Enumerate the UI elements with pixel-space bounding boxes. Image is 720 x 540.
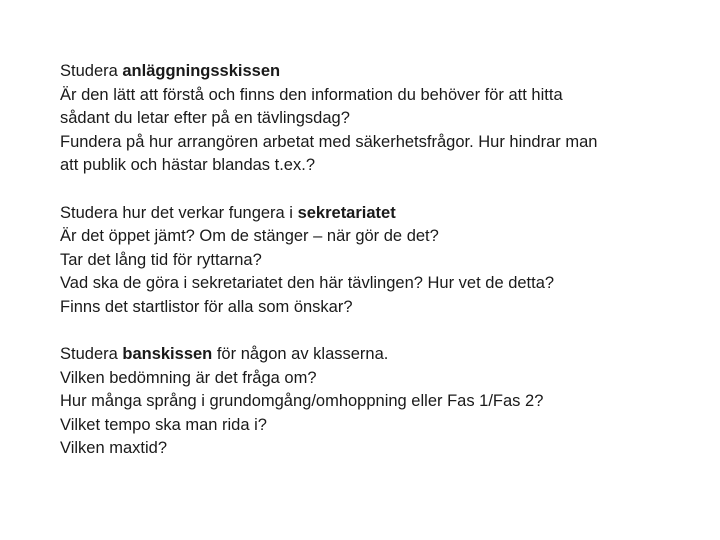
section-banskiss (60, 343, 680, 461)
heading-keyword: banskissen (122, 345, 213, 363)
text-line: Hur många språng i grundomgång/omhoppning eller Fas 1/Fas 2? (60, 392, 544, 410)
text-line: Vilken bedömning är det fråga om? (60, 368, 317, 387)
section-heading (60, 202, 680, 226)
text-line: Vilken maxtid? (60, 439, 168, 457)
heading-keyword: sekretariatet (297, 203, 396, 222)
text-line: Finns det startlistor för alla som önskar? (60, 297, 353, 316)
section-heading (60, 343, 680, 367)
section-sekretariat (60, 202, 680, 320)
text-line: Är det öppet jämt? Om de stänger – när gör de det? (60, 227, 439, 245)
text-line: Vad ska de göra i sekretariatet den här tävlingen? Hur vet de detta? (60, 274, 555, 292)
heading-prefix: Studera (60, 62, 123, 80)
section-heading (60, 60, 680, 84)
text-line: att publik och hästar blandas t.ex.? (60, 156, 315, 174)
heading-prefix: Studera (60, 345, 123, 363)
heading-suffix: för någon av klasserna. (212, 345, 389, 363)
heading-keyword: anläggningsskissen (122, 62, 281, 80)
text-line: Fundera på hur arrangören arbetat med säkerhetsfrågor. Hur hindrar man (60, 132, 598, 151)
slide-content (60, 60, 680, 485)
text-line: Tar det lång tid för ryttarna? (60, 250, 262, 269)
text-line: Vilket tempo ska man rida i? (60, 415, 267, 434)
section-anlaggningsskiss (60, 60, 680, 178)
text-line: Är den lätt att förstå och finns den information du behöver för att hitta (60, 85, 563, 104)
heading-prefix: Studera hur det verkar fungera i (60, 203, 298, 222)
text-line: sådant du letar efter på en tävlingsdag? (60, 109, 350, 127)
